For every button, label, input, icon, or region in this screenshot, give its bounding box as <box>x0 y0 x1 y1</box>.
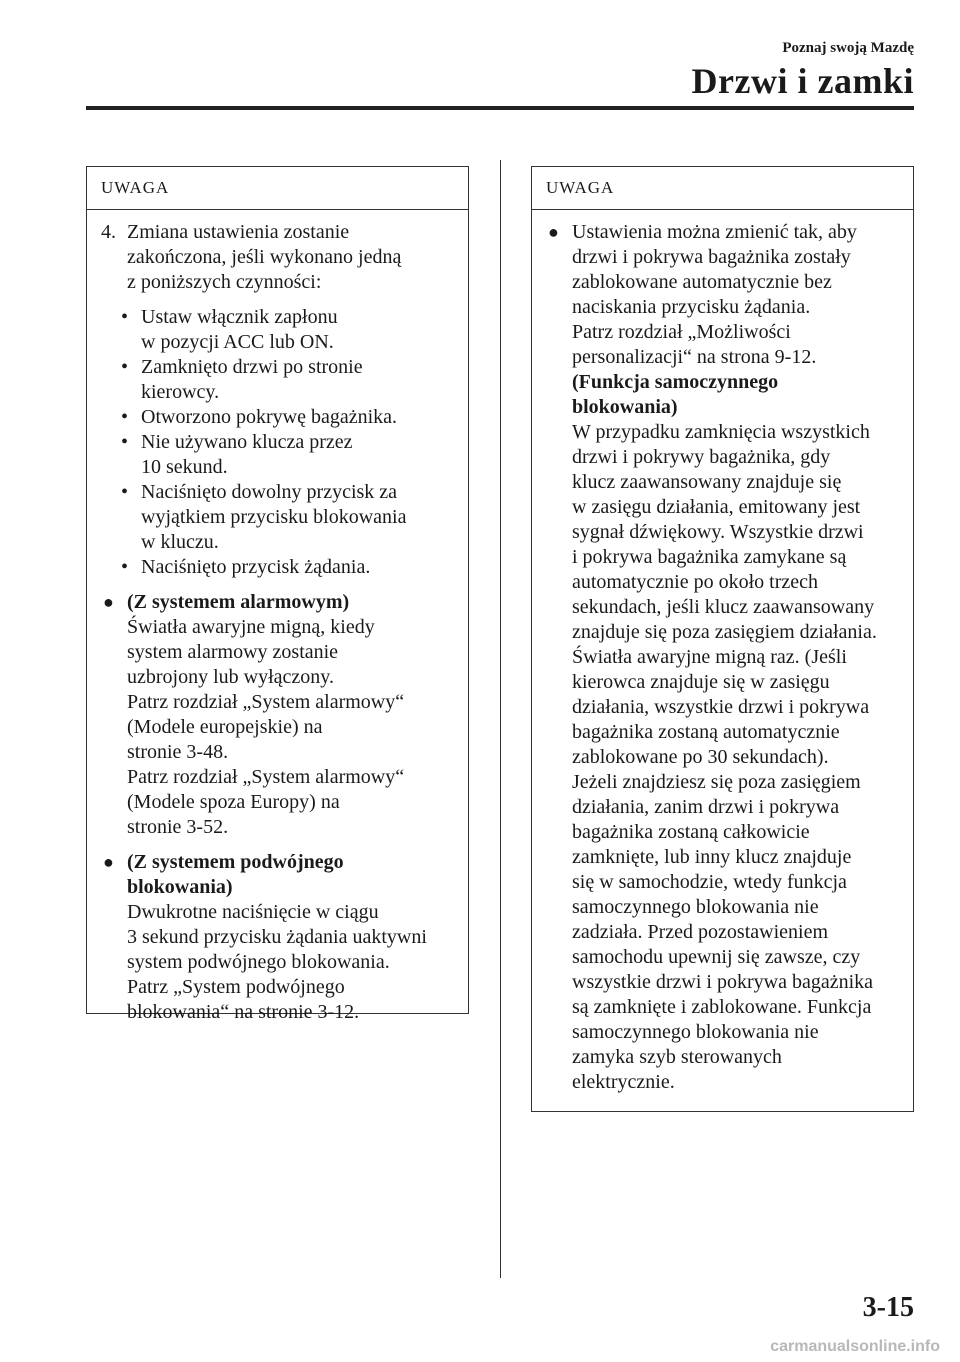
section-title: Poznaj swoją Mazdę <box>782 40 914 56</box>
auto-lock-title: (Funkcja samoczynnego blokowania) <box>572 371 779 418</box>
note-heading: UWAGA <box>532 167 913 210</box>
chapter-title: Drzwi i zamki <box>691 61 914 101</box>
auto-lock-section <box>546 220 901 1095</box>
auto-lock-text: W przypadku zamknięcia wszystkich drzwi i pokrywy bagażnika, gdy klucz zaawansowany znajduje się w zasięgu działania, emitowany jest sygnał dźwiękowy. Wszystkie drzwi i pokrywa bagażnika zamykane są automatycznie po około trzech sekundach, jeśli klucz zaawansowany znajduje się poza zasięgiem działania. Światła awaryjne migną raz. (Jeśli kierowca znajduje się w zasięgu działania, wszystkie drzwi i pokrywa bagażnika zostaną automatycznie zablokowane po 30 sekundach). Jeżeli znajdziesz się poza zasięgiem działania, zanim drzwi i pokrywa bagażnika zostaną całkowicie zamknięte, lub inny klucz znajduje się w samochodzie, wtedy funkcja samoczynnego blokowania nie zadziała. Przed pozostawieniem samochodu upewnij się zawsze, czy wszystkie drzwi i pokrywa bagażnika są zamknięte i zablokowane. Funkcja samoczynnego blokowania nie zamyka szyb sterowanych elektrycznie. <box>572 421 877 1093</box>
note-box-right <box>531 166 914 1112</box>
item-text: Zmiana ustawienia zostanie zakończona, jeśli wykonano jedną z poniższych czynności: <box>127 221 402 293</box>
intro-text: Ustawienia można zmienić tak, aby drzwi i pokrywa bagażnika zostały zablokowane automatycznie bez naciskania przycisku żądania. Patrz rozdział „Możliwości personalizacji“ na strona 9-12. <box>572 221 857 368</box>
list-item-text: Naciśnięto dowolny przycisk za wyjątkiem przycisku blokowania w kluczu. <box>141 481 407 553</box>
list-item-text: Zamknięto drzwi po stronie kierowcy. <box>141 356 363 403</box>
list-item-text: Nie używano klucza przez 10 sekund. <box>141 431 353 478</box>
list-item-text: Otworzono pokrywę bagażnika. <box>141 406 398 428</box>
numbered-item <box>101 220 456 295</box>
double-lock-section <box>101 850 456 1025</box>
header-rule <box>86 106 914 110</box>
alarm-title: (Z systemem alarmowym) <box>127 591 350 613</box>
column-divider <box>500 160 501 1278</box>
item-number: 4. <box>101 221 116 243</box>
bullet-icon: • <box>121 431 129 453</box>
dot-bullet-icon: ● <box>548 222 559 242</box>
alarm-section <box>101 590 456 840</box>
alarm-text: Światła awaryjne migną, kiedy system alarmowy zostanie uzbrojony lub wyłączony. Patrz rozdział „System alarmowy“ (Modele europejskie) na stronie 3-48. Patrz rozdział „System alarmowy“ (Modele spoza Europy) na stronie 3-52. <box>127 616 405 838</box>
list-item <box>101 305 456 355</box>
bullet-icon: • <box>121 556 129 578</box>
page-number: 3-15 <box>862 1292 914 1323</box>
list-item <box>101 480 456 555</box>
bullet-icon: • <box>121 406 129 428</box>
list-item <box>101 355 456 405</box>
sub-item-list <box>101 305 456 580</box>
list-item-text: Naciśnięto przycisk żądania. <box>141 556 371 578</box>
note-body <box>87 210 468 1025</box>
dot-bullet-icon: ● <box>103 852 114 872</box>
double-lock-text: Dwukrotne naciśnięcie w ciągu 3 sekund przycisku żądania uaktywni system podwójnego blokowania. Patrz „System podwójnego blokowania“ na stronie 3-12. <box>127 901 427 1023</box>
bullet-icon: • <box>121 481 129 503</box>
dot-bullet-icon: ● <box>103 592 114 612</box>
bullet-icon: • <box>121 356 129 378</box>
watermark: carmanualsonline.info <box>770 1338 940 1355</box>
double-lock-title: (Z systemem podwójnego blokowania) <box>127 851 344 898</box>
bullet-icon: • <box>121 306 129 328</box>
list-item <box>101 555 456 580</box>
list-item-text: Ustaw włącznik zapłonu w pozycji ACC lub ON. <box>141 306 338 353</box>
list-item <box>101 430 456 480</box>
list-item <box>101 405 456 430</box>
note-body <box>532 210 913 1095</box>
note-heading: UWAGA <box>87 167 468 210</box>
note-box-left <box>86 166 469 1023</box>
